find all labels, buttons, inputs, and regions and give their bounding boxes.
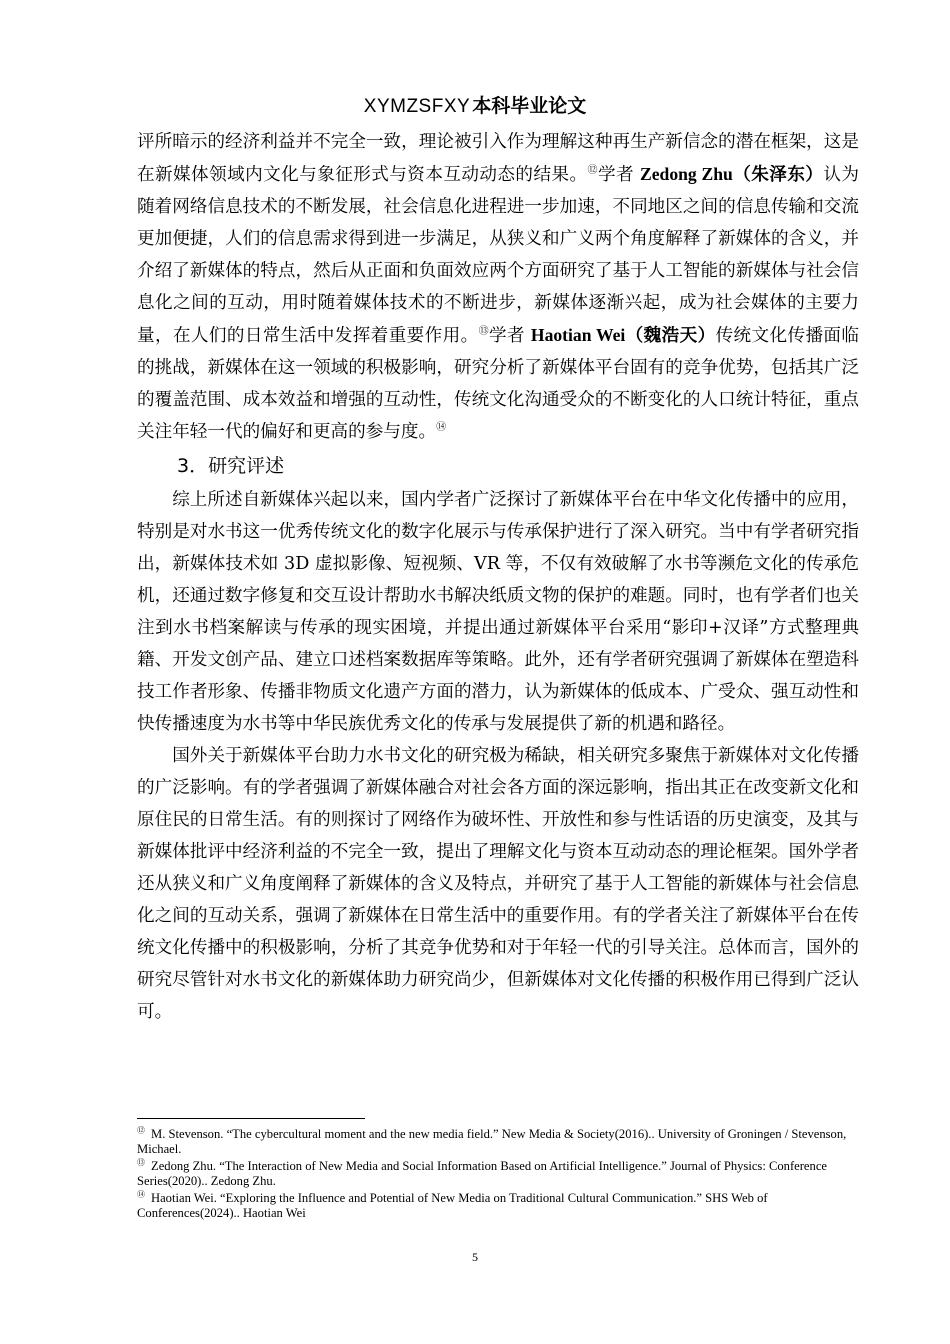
paragraph-foreign-summary: 国外关于新媒体平台助力水书文化的研究极为稀缺，相关研究多聚焦于新媒体对文化传播的广泛影响。有的学者强调了新媒体融合对社会各方面的深远影响，指出其正在改变新文化和原住民的日常生活。有的则探讨了网络作为破坏性、开放性和参与性话语的历史演变，及其与新媒体批评中经济利益的不完全一致，提出了理解文化与资本互动动态的理论框架。国外学者还从狭义和广义角度阐释了新媒体的含义及特点，并研究了基于人工智能的新媒体与社会信息化之间的互动关系，强调了新媒体在日常生活中的重要作用。有的学者关注了新媒体平台在传统文化传播中的积极影响，分析了其竞争优势和对于年轻一代的引导关注。总体而言，国外的研究尽管针对水书文化的新媒体助力研究尚少，但新媒体对文化传播的积极作用已得到广泛认可。 bbox=[137, 746, 859, 1022]
footnote-text: M. Stevenson. “The cybercultural moment and the new media field.” New Media & Society(2016).. University of Groningen / Stevenson, Michael. bbox=[137, 1127, 847, 1156]
footnotes bbox=[137, 1118, 859, 1223]
footnote-mark: ⑬ bbox=[137, 1157, 145, 1167]
footnote-ref-13[interactable]: ⑬ bbox=[478, 326, 489, 338]
footnote-ref-12[interactable]: ⑫ bbox=[587, 165, 598, 177]
paragraph-literature-continued bbox=[137, 126, 859, 448]
paragraph-text: 认为随着网络信息技术的不断发展，社会信息化进程进一步加速，不同地区之间的信息传输和交流更加便捷，人们的信息需求得到进一步满足，从狭义和广义两个角度解释了新媒体的含义，并介绍了新媒体的特点，然后从正面和负面效应两个方面研究了基于人工智能的新媒体与社会信息化之间的互动，用时随着媒体技术的不断进步，新媒体逐渐兴起，成为社会媒体的主要力量，在人们的日常生活中发挥着重要作用。 bbox=[137, 165, 859, 346]
footnote-item bbox=[137, 1191, 859, 1221]
paragraph-text: 学者 bbox=[597, 165, 640, 185]
footnote-divider bbox=[137, 1118, 365, 1119]
author-name-wei: Haotian Wei（魏浩天） bbox=[530, 325, 716, 345]
page-header bbox=[0, 92, 950, 121]
footnote-mark: ⑭ bbox=[137, 1189, 145, 1199]
footnote-item bbox=[137, 1127, 859, 1157]
footnote-item bbox=[137, 1159, 859, 1189]
header-title: 本科毕业论文 bbox=[472, 95, 587, 117]
body-text bbox=[137, 126, 859, 1028]
header-code: XYMZSFXY bbox=[363, 96, 471, 117]
footnote-ref-14[interactable]: ⑭ bbox=[436, 422, 447, 434]
section-heading: 3．研究评述 bbox=[177, 455, 285, 477]
page-number: 5 bbox=[472, 1250, 478, 1264]
paragraph-domestic-summary: 综上所述自新媒体兴起以来，国内学者广泛探讨了新媒体平台在中华文化传播中的应用，特别是对水书这一优秀传统文化的数字化展示与传承保护进行了深入研究。当中有学者研究指出，新媒体技术如 3D 虚拟影像、短视频、VR 等，不仅有效破解了水书等濒危文化的传承危机，还通过数字修复和交互设计帮助水书解决纸质文物的保护的难题。同时，也有学者们也关注到水书档案解读与传承的现实困境，并提出通过新媒体平台采用“影印+汉译”方式整理典籍、开发文创产品、建立口述档案数据库等策略。此外，还有学者研究强调了新媒体在塑造科技工作者形象、传播非物质文化遗产方面的潜力，认为新媒体的低成本、广受众、强互动性和快传播速度为水书等中华民族优秀文化的传承与发展提供了新的机遇和路径。 bbox=[137, 490, 859, 734]
footnote-mark: ⑫ bbox=[137, 1125, 145, 1135]
footnote-text: Zedong Zhu. “The Interaction of New Media and Social Information Based on Artificial Intelligence.” Journal of Physics: Conference Series(2020).. Zedong Zhu. bbox=[137, 1159, 827, 1188]
author-name-zhu: Zedong Zhu（朱泽东） bbox=[640, 164, 824, 184]
paragraph-text: 评所暗示的经济利益并不完全一致，理论被引入作为理解这种再生产新信念的潜在框架，这是在新媒体领域内文化与象征形式与资本互动动态的结果。 bbox=[137, 132, 859, 185]
paragraph-text: 传统文化传播面临的挑战，新媒体在这一领域的积极影响，研究分析了新媒体平台固有的竞争优势，包括其广泛的覆盖范围、成本效益和增强的互动性，传统文化沟通受众的不断变化的人口统计特征，重点关注年轻一代的偏好和更高的参与度。 bbox=[137, 326, 859, 442]
footnote-text: Haotian Wei. “Exploring the Influence and Potential of New Media on Traditional Cultural Communication.” SHS Web of Conferences(2024).. Haotian Wei bbox=[137, 1191, 768, 1220]
paragraph-text: 学者 bbox=[488, 326, 531, 346]
